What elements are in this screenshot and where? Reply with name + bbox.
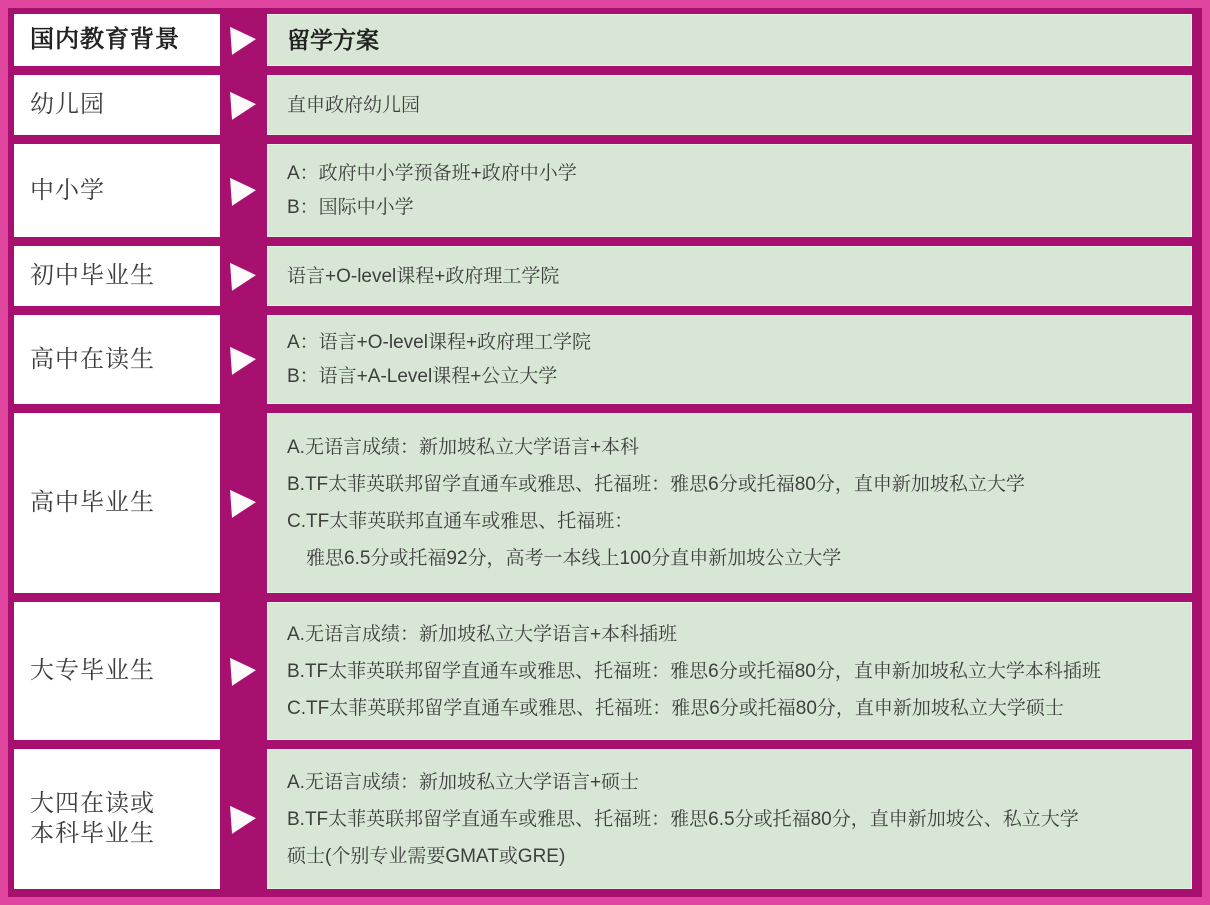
- study-plan-cell: [267, 315, 1192, 404]
- study-plan-text: 语言+O-level课程+政府理工学院: [287, 265, 560, 287]
- study-plan-text: A：政府中小学预备班+政府中小学: [287, 162, 577, 184]
- study-plan-text: A.无语言成绩：新加坡私立大学语言+本科插班: [287, 623, 678, 645]
- education-background-label: 大专毕业生: [30, 657, 155, 684]
- right-arrowhead-icon: [230, 90, 257, 120]
- study-plan-cell: [267, 413, 1192, 593]
- education-background-cell: [14, 749, 220, 889]
- right-arrowhead-icon: [230, 656, 257, 686]
- study-plan-text: B.TF太菲英联邦留学直通车或雅思、托福班：雅思6分或托福80分，直申新加坡私立大学本科插班: [287, 660, 1101, 682]
- arrow-zone: [220, 14, 267, 66]
- table-row: [14, 144, 1192, 237]
- table-row: [14, 602, 1192, 740]
- arrow-zone: [220, 413, 267, 593]
- study-plan-text: B：语言+A-Level课程+公立大学: [287, 365, 558, 387]
- right-arrowhead-icon: [230, 345, 257, 375]
- right-arrowhead-icon: [230, 176, 257, 206]
- study-plan-text: 硕士(个别专业需要GMAT或GRE): [287, 845, 566, 867]
- table-row: [14, 14, 1192, 66]
- right-arrowhead-icon: [230, 25, 257, 55]
- education-background-cell: [14, 144, 220, 237]
- study-plan-text: B.TF太菲英联邦留学直通车或雅思、托福班：雅思6分或托福80分，直申新加坡私立大学: [287, 474, 1025, 495]
- study-plan-text: B：国际中小学: [287, 196, 414, 218]
- education-background-label: 国内教育背景: [30, 26, 180, 53]
- study-plan-text: A：语言+O-level课程+政府理工学院: [287, 331, 592, 353]
- study-plan-cell: [267, 14, 1192, 66]
- table-row: [14, 246, 1192, 306]
- education-background-label: 初中毕业生: [30, 262, 155, 289]
- education-background-cell: [14, 315, 220, 404]
- education-background-label: 幼儿园: [30, 91, 105, 118]
- education-background-cell: [14, 413, 220, 593]
- arrow-zone: [220, 315, 267, 404]
- study-plan-text: B.TF太菲英联邦留学直通车或雅思、托福班：雅思6.5分或托福80分，直申新加坡公、私立大学: [287, 808, 1079, 830]
- study-plan-cell: [267, 602, 1192, 740]
- right-arrowhead-icon: [230, 261, 257, 291]
- study-plan-text: C.TF太菲英联邦留学直通车或雅思、托福班：雅思6分或托福80分，直申新加坡私立大学硕士: [287, 697, 1064, 719]
- table-row: [14, 749, 1192, 889]
- arrow-zone: [220, 144, 267, 237]
- education-background-cell: [14, 14, 220, 66]
- arrow-zone: [220, 602, 267, 740]
- table-row: [14, 75, 1192, 135]
- education-background-label: 高中毕业生: [30, 489, 155, 516]
- education-background-label: 本科毕业生: [30, 820, 155, 847]
- education-background-cell: [14, 602, 220, 740]
- right-arrowhead-icon: [230, 804, 257, 834]
- education-background-cell: [14, 246, 220, 306]
- education-background-label: 高中在读生: [30, 345, 155, 373]
- education-background-cell: [14, 75, 220, 135]
- study-plan-cell: [267, 144, 1192, 237]
- study-plan-text: A.无语言成绩：新加坡私立大学语言+本科: [287, 437, 640, 458]
- arrow-zone: [220, 75, 267, 135]
- table-row: [14, 315, 1192, 404]
- table-row: [14, 413, 1192, 593]
- study-plan-text: C.TF太菲英联邦直通车或雅思、托福班：: [287, 511, 634, 532]
- study-plan-text: 直申政府幼儿园: [287, 94, 421, 116]
- arrow-zone: [220, 749, 267, 889]
- study-plan-text: A.无语言成绩：新加坡私立大学语言+硕士: [287, 771, 640, 793]
- study-plan-text: 留学方案: [287, 26, 379, 53]
- education-background-label: 中小学: [30, 176, 105, 204]
- study-plan-text: 雅思6.5分或托福92分，高考一本线上100分直申新加坡公立大学: [287, 548, 842, 569]
- arrow-zone: [220, 246, 267, 306]
- study-plan-cell: [267, 246, 1192, 306]
- study-plan-cell: [267, 749, 1192, 889]
- study-plan-cell: [267, 75, 1192, 135]
- right-arrowhead-icon: [230, 488, 257, 518]
- education-background-label: 大四在读或: [30, 790, 155, 817]
